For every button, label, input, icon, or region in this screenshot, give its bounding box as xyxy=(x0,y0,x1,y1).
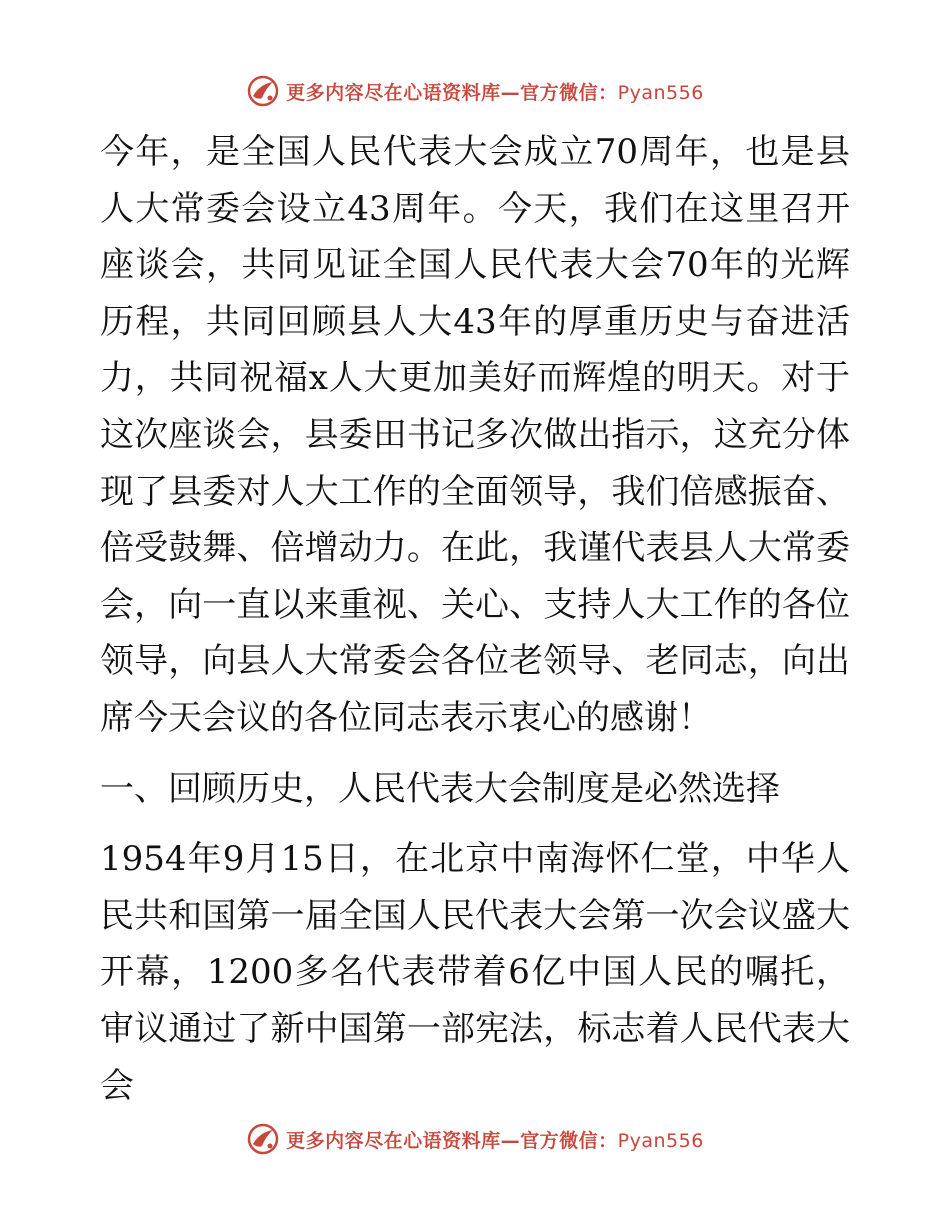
section-heading-1: 一、回顾历史，人民代表大会制度是必然选择 xyxy=(100,768,780,809)
watermark-text: 更多内容尽在心语资料库—官方微信：Pyan556 xyxy=(286,1129,704,1152)
ink-brush-logo-icon xyxy=(246,74,280,108)
document-body xyxy=(100,124,850,1114)
paragraph-history: 1954年9月15日，在北京中南海怀仁堂，中华人民共和国第一届全国人民代表大会第一次会议盛大开幕，1200多名代表带着6亿中国人民的嘱托，审议通过了新中国第一部宪法，标志着人民代表大会 xyxy=(100,839,850,1106)
paragraph-intro: 今年，是全国人民代表大会成立70周年，也是县人大常委会设立43周年。今天，我们在这里召开座谈会，共同见证全国人民代表大会70年的光辉历程，共同回顾县人大43年的厚重历史与奋进活力，共同祝福x人大更加美好而辉煌的明天。对于这次座谈会，县委田书记多次做出指示，这充分体现了县委对人大工作的全面领导，我们倍感振奋、倍受鼓舞、倍增动力。在此，我谨代表县人大常委会，向一直以来重视、关心、支持人大工作的各位领导，向县人大常委会各位老领导、老同志，向出席今天会议的各位同志表示衷心的感谢！ xyxy=(100,132,850,738)
ink-brush-logo-icon xyxy=(246,1122,280,1156)
watermark-header xyxy=(0,71,950,111)
watermark-text: 更多内容尽在心语资料库—官方微信：Pyan556 xyxy=(286,81,704,104)
watermark-footer xyxy=(0,1119,950,1159)
